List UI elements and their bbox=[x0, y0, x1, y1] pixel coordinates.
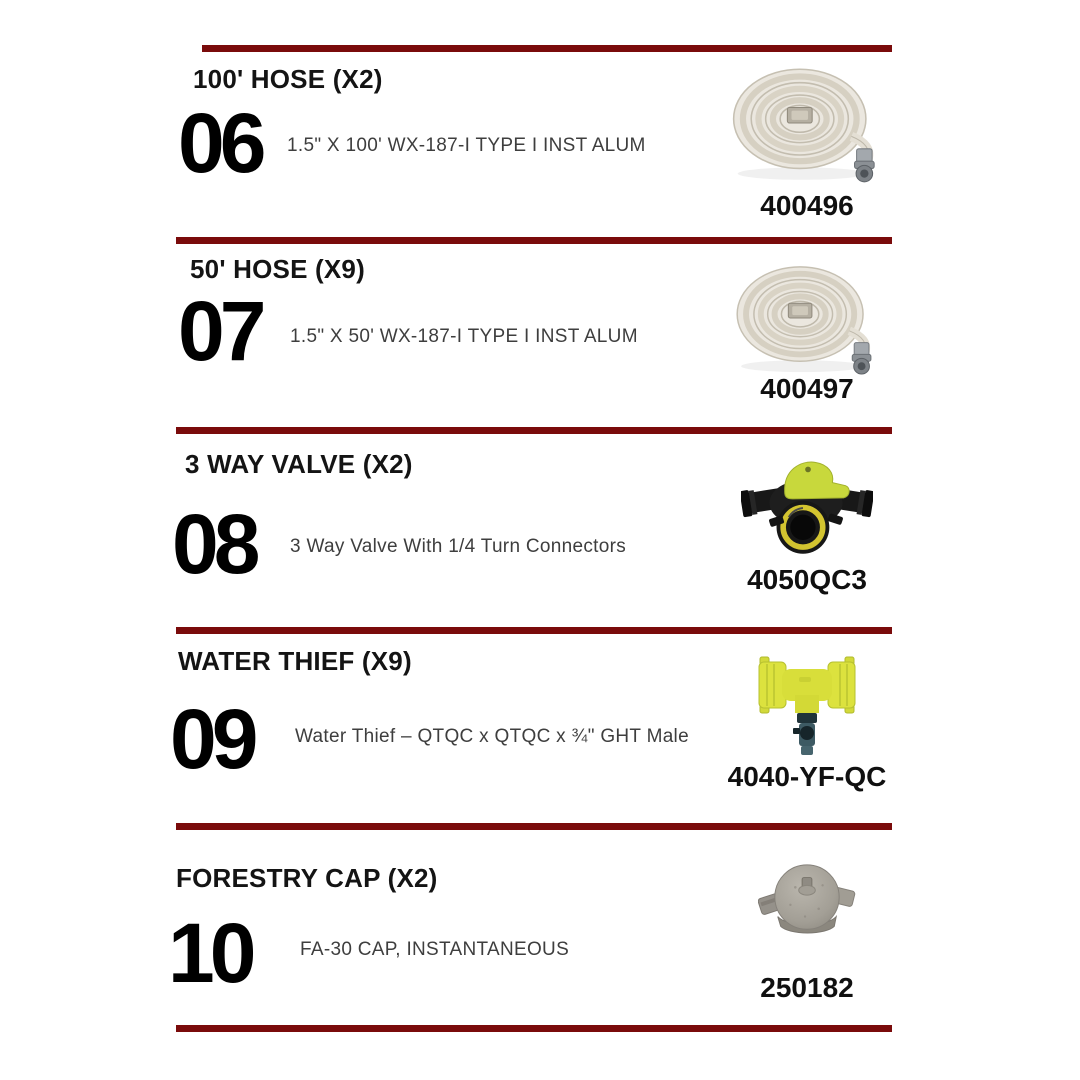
divider-line bbox=[176, 237, 892, 244]
item-description: Water Thief – QTQC x QTQC x ¾" GHT Male bbox=[295, 726, 689, 747]
water-thief-image bbox=[757, 647, 857, 757]
divider-line bbox=[176, 427, 892, 434]
divider-line bbox=[176, 823, 892, 830]
item-title: WATER THIEF (X9) bbox=[178, 646, 412, 676]
item-media bbox=[722, 830, 892, 1025]
divider-line bbox=[176, 627, 892, 634]
item-media bbox=[722, 434, 892, 627]
item-media bbox=[722, 52, 892, 237]
catalog-row-06 bbox=[176, 52, 892, 237]
item-description: FA-30 CAP, INSTANTANEOUS bbox=[300, 939, 570, 960]
item-part-number: 4040-YF-QC bbox=[727, 761, 887, 792]
divider-line bbox=[176, 1025, 892, 1032]
item-title: 100' HOSE (X2) bbox=[193, 64, 383, 94]
catalog-row-07 bbox=[176, 244, 892, 427]
catalog-row-09 bbox=[170, 634, 892, 823]
item-part-number: 400497 bbox=[760, 373, 854, 404]
item-number: 08 bbox=[172, 497, 256, 591]
catalog-row-08 bbox=[172, 434, 892, 627]
item-title: FORESTRY CAP (X2) bbox=[176, 863, 438, 893]
hose-coil-image bbox=[733, 260, 881, 378]
forestry-cap-image bbox=[758, 860, 856, 938]
item-number: 10 bbox=[168, 906, 252, 1000]
divider-line bbox=[202, 45, 892, 52]
item-title: 50' HOSE (X9) bbox=[190, 254, 365, 284]
item-part-number: 400496 bbox=[760, 190, 854, 221]
item-media bbox=[722, 634, 892, 823]
item-number: 09 bbox=[170, 692, 254, 786]
item-part-number: 250182 bbox=[760, 972, 854, 1003]
item-media bbox=[722, 244, 892, 427]
three-way-valve-image bbox=[741, 456, 873, 558]
item-part-number: 4050QC3 bbox=[747, 564, 867, 595]
item-description: 1.5" X 100' WX-187-I TYPE I INST ALUM bbox=[287, 135, 646, 156]
item-description: 1.5" X 50' WX-187-I TYPE I INST ALUM bbox=[290, 326, 638, 347]
item-number: 06 bbox=[178, 96, 262, 190]
item-number: 07 bbox=[178, 284, 262, 378]
item-description: 3 Way Valve With 1/4 Turn Connectors bbox=[290, 536, 627, 557]
catalog-content bbox=[168, 45, 892, 1032]
catalog-row-10 bbox=[168, 830, 892, 1025]
hose-coil-image bbox=[729, 62, 885, 186]
item-title: 3 WAY VALVE (X2) bbox=[185, 449, 413, 479]
